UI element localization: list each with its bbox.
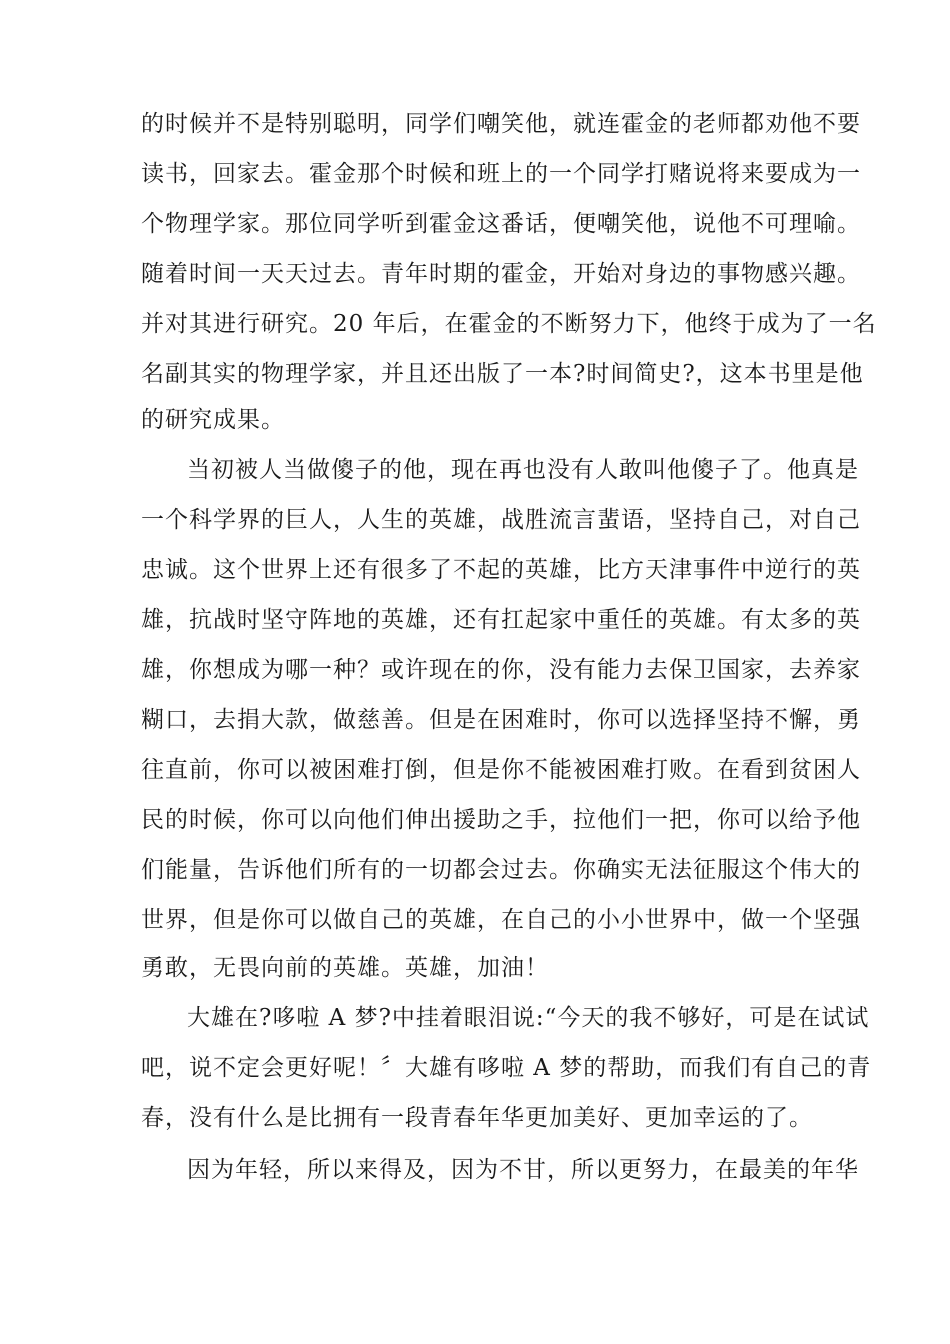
text-line: 雄，抗战时坚守阵地的英雄，还有扛起家中重任的英雄。有太多的英 — [141, 607, 861, 633]
text-line: 春，没有什么是比拥有一段青春年华更加美好、更加幸运的了。 — [141, 1105, 813, 1131]
paragraph-first-line: 大雄在?哆啦 A 梦?中挂着眼泪说:“今天的我不够好，可是在试试 — [187, 1005, 870, 1031]
text-line: 一个科学界的巨人，人生的英雄，战胜流言蜚语，坚持自己，对自己 — [141, 507, 861, 533]
text-line: 忠诚。这个世界上还有很多了不起的英雄，比方天津事件中逆行的英 — [141, 557, 861, 583]
text-line: 随着时间一天天过去。青年时期的霍金，开始对身边的事物感兴趣。 — [141, 261, 861, 287]
paragraph-first-line: 当初被人当做傻子的他，现在再也没有人敢叫他傻子了。他真是 — [187, 457, 859, 483]
text-line: 名副其实的物理学家，并且还出版了一本?时间简史?，这本书里是他 — [141, 361, 864, 387]
text-line: 吧，说不定会更好呢！〞大雄有哆啦 A 梦的帮助，而我们有自己的青 — [141, 1055, 872, 1081]
text-line: 的时候并不是特别聪明，同学们嘲笑他，就连霍金的老师都劝他不要 — [141, 111, 861, 137]
text-line: 世界，但是你可以做自己的英雄，在自己的小小世界中，做一个坚强 — [141, 907, 861, 933]
text-line: 并对其进行研究。20 年后，在霍金的不断努力下，他终于成为了一名 — [141, 311, 877, 337]
text-line: 勇敢，无畏向前的英雄。英雄，加油！ — [141, 955, 549, 981]
text-line: 雄，你想成为哪一种？或许现在的你，没有能力去保卫国家，去养家 — [141, 657, 861, 683]
text-line: 个物理学家。那位同学听到霍金这番话，便嘲笑他，说他不可理喻。 — [141, 211, 861, 237]
text-line: 读书，回家去。霍金那个时候和班上的一个同学打赌说将来要成为一 — [141, 161, 861, 187]
text-line: 民的时候，你可以向他们伸出援助之手，拉他们一把，你可以给予他 — [141, 807, 861, 833]
text-line: 糊口，去捐大款，做慈善。但是在困难时，你可以选择坚持不懈，勇 — [141, 707, 861, 733]
text-line: 往直前，你可以被困难打倒，但是你不能被困难打败。在看到贫困人 — [141, 757, 861, 783]
paragraph-first-line: 因为年轻，所以来得及，因为不甘，所以更努力，在最美的年华 — [187, 1157, 859, 1183]
text-line: 的研究成果。 — [141, 407, 285, 433]
text-line: 们能量，告诉他们所有的一切都会过去。你确实无法征服这个伟大的 — [141, 857, 861, 883]
